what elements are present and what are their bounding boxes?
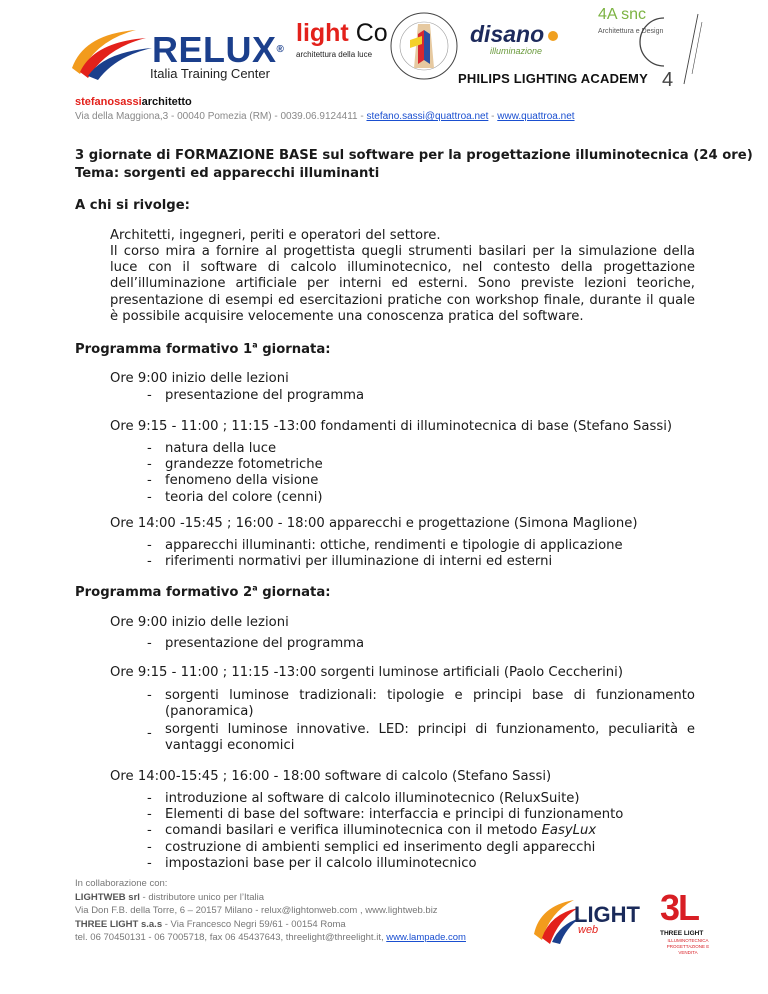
4a-mark-icon — [638, 8, 708, 92]
audience-line: Architetti, ingegneri, periti e operatori del settore. — [110, 228, 441, 243]
list-dash: - — [147, 688, 152, 703]
list-item: - comandi basilari e verifica illuminotecnica con il metodo EasyLux — [147, 823, 623, 839]
day2-session1-list — [147, 636, 364, 652]
day1-session3-list — [147, 538, 623, 570]
day2-session2-time: Ore 9:15 - 11:00 ; 11:15 -13:00 sorgenti luminose artificiali (Paolo Ceccherini) — [110, 665, 623, 680]
day2-session1-time: Ore 9:00 inizio delle lezioni — [110, 615, 289, 630]
day1-session1-time: Ore 9:00 inizio delle lezioni — [110, 371, 289, 386]
architect-email-link[interactable]: stefano.sassi@quattroa.net — [366, 111, 489, 122]
list-item: - presentazione del programma — [147, 388, 364, 404]
philips-academy-title: PHILIPS LIGHTING ACADEMY — [458, 71, 648, 86]
lightco-logo: light Co architettura della luce — [296, 19, 388, 59]
list-item: - grandezze fotometriche — [147, 457, 323, 473]
footer-collaboration — [75, 877, 466, 945]
list-item: - costruzione di ambienti semplici ed inserimento degli apparecchi — [147, 840, 623, 856]
disano-logo: disano illuminazione — [470, 22, 580, 56]
day1-session2-time: Ore 9:15 - 11:00 ; 11:15 -13:00 fondamenti di illuminotecnica di base (Stefano Sassi) — [110, 419, 673, 434]
list-item: - fenomeno della visione — [147, 473, 323, 489]
header-logos — [0, 0, 768, 95]
day1-session3-time: Ore 14:00 -15:45 ; 16:00 - 18:00 apparecchi e progettazione (Simona Maglione) — [110, 516, 638, 531]
day1-session1-list — [147, 388, 364, 404]
day2-heading: Programma formativo 2$^a$ giornata: — [75, 583, 331, 600]
list-item: - natura della luce — [147, 441, 323, 457]
day1-heading: Programma formativo 1$^a$ giornata: — [75, 340, 331, 357]
relux-swoosh-icon — [66, 22, 156, 82]
course-theme: Tema: sorgenti ed apparecchi illuminanti — [75, 166, 380, 181]
architect-contact: Via della Maggiona,3 - 00040 Pomezia (RM) - 0039.06.9124411 - stefano.sassi@quattroa.net - www.quattroa.net — [75, 111, 575, 122]
list-item: sorgenti luminose tradizionali: tipologie e principi base di funzionamento (panoramica) — [165, 688, 695, 720]
footer-threelight: THREE LIGHT s.a.s - Via Francesco Negri 59/61 - 00154 Roma — [75, 918, 346, 930]
footer-lightweb: LIGHTWEB srl - distributore unico per l’Italia — [75, 891, 265, 903]
day1-session2-list — [147, 441, 323, 506]
lightweb-logo: LIGHT web — [530, 888, 650, 948]
audience-paragraph: Il corso mira a fornire al progettista quegli strumenti basilari per la simulazione della luce con il software di calcolo illuminotecnico, nel contesto della progettazione dell’illuminazione artificiale per interni ed esterni. Sono previste lezioni teoriche, presentazione di esempi ed esercitazioni pratiche con workshop finale, durante il quale è possibile acquisire velocemente una conoscenza pratica del software. — [110, 244, 695, 324]
relux-logo — [66, 22, 286, 82]
svg-text:4: 4 — [662, 69, 674, 91]
list-item: - riferimenti normativi per illuminazione di interni ed esterni — [147, 554, 623, 570]
lightweb-swoosh-icon — [530, 894, 580, 944]
academy-seal-icon — [388, 10, 460, 82]
footer-lightweb-address: Via Don F.B. della Torre, 6 – 20157 Milano - relux@lightonweb.com , www.lightweb.biz — [75, 905, 438, 916]
footer-collab-label: In collaborazione con: — [75, 878, 168, 889]
list-item: - introduzione al software di calcolo illuminotecnico (ReluxSuite) — [147, 791, 623, 807]
list-item: sorgenti luminose innovative. LED: principi di funzionamento, peculiarità e vantaggi economici — [165, 722, 695, 754]
footer-threelight-contacts: tel. 06 70450131 - 06 7005718, fax 06 45437643, threelight@threelight.it, www.lampade.com — [75, 932, 466, 943]
architect-name: stefanosassiarchitetto — [75, 96, 192, 108]
architect-website-link[interactable]: www.quattroa.net — [497, 111, 575, 122]
list-dash: - — [147, 726, 152, 741]
day2-session3-time: Ore 14:00-15:45 ; 16:00 - 18:00 software di calcolo (Stefano Sassi) — [110, 769, 552, 784]
list-item: - Elementi di base del software: interfaccia e principi di funzionamento — [147, 807, 623, 823]
list-item: - teoria del colore (cenni) — [147, 490, 323, 506]
audience-heading: A chi si rivolge: — [75, 198, 190, 213]
4a-snc-logo: 4A snc Architettura e Design 4 — [598, 6, 708, 92]
lampade-website-link[interactable]: www.lampade.com — [386, 932, 466, 943]
list-item: - presentazione del programma — [147, 636, 364, 652]
list-item: - apparecchi illuminanti: ottiche, rendimenti e tipologie di applicazione — [147, 538, 623, 554]
threelight-logo: 3L THREE LIGHT ILLUMINOTECNICA PROGETTAZIONE E VENDITA — [660, 887, 710, 955]
list-item: - impostazioni base per il calcolo illuminotecnico — [147, 856, 623, 872]
relux-brand: RELUX® — [152, 29, 285, 70]
day2-session3-list — [147, 791, 623, 872]
course-title: 3 giornate di FORMAZIONE BASE sul software per la progettazione illuminotecnica (24 ore) — [75, 148, 753, 163]
relux-subtitle: Italia Training Center — [150, 66, 270, 81]
